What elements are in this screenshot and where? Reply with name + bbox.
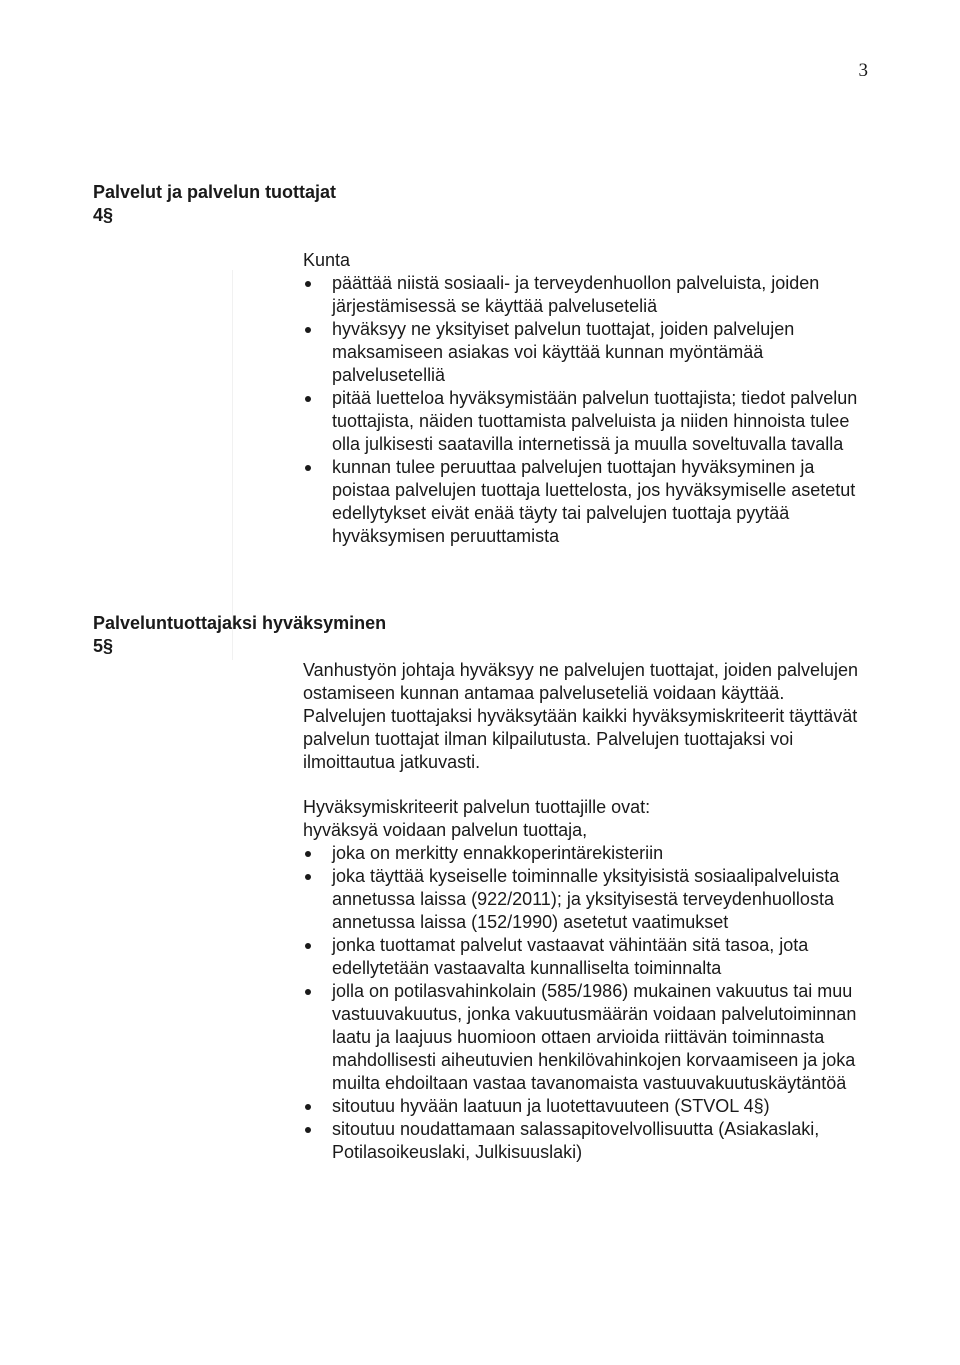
- list-item-text: pitää luetteloa hyväksymistään palvelun tuottajista; tiedot palvelun tuottajista, näiden tuottamista palveluista ja niiden hinnoista tulee olla julkisesti saatavilla internetissä ja muulla soveltuvalla tavalla: [332, 388, 858, 454]
- bullet-icon: [305, 396, 311, 402]
- section-heading-hyvaksyminen: [93, 612, 386, 658]
- list-item-text: sitoutuu hyvään laatuun ja luotettavuuteen (STVOL 4§): [332, 1096, 770, 1116]
- list-item-text: jonka tuottamat palvelut vastaavat vähintään sitä tasoa, jota edellytetään vastaavalta kunnalliselta toiminnalta: [332, 935, 809, 978]
- bullet-icon: [305, 851, 311, 857]
- list-item-text: joka täyttää kyseiselle toiminnalle yksityisistä sosiaalipalveluista annetussa laissa (922/2011); ja yksityisestä terveydenhuollosta annetussa laissa (152/1990) asetetut vaatimukset: [332, 866, 840, 932]
- criteria-title: Hyväksymiskriteerit palvelun tuottajille ovat:: [303, 797, 651, 817]
- section-heading-palvelut: [93, 181, 336, 227]
- list-item-text: jolla on potilasvahinkolain (585/1986) mukainen vakuutus tai muu vastuuvakuutus, jonka vakuutusmäärän voidaan palvelutoiminnan laatu ja laajuus huomioon ottaen arvioida riittävän toiminnasta mahdollisesti aiheutuvien henkilövahinkojen korvaamiseen ja joka muilta ehdoiltaan vastaa tavanomaista vastuuvakuutuskäytäntöä: [332, 981, 857, 1093]
- list-item: [303, 387, 868, 456]
- section-body-hyvaksyminen: [303, 659, 868, 774]
- page-number: 3: [858, 60, 868, 81]
- list-item-text: kunnan tulee peruuttaa palvelujen tuottajan hyväksyminen ja poistaa palvelujen tuottaja luettelosta, jos hyväksymiselle asetetut edellytykset eivät enää täyty tai palvelujen tuottaja pyytää hyväksymisen peruuttamista: [332, 457, 856, 546]
- criteria-lead: hyväksyä voidaan palvelun tuottaja,: [303, 820, 588, 840]
- list-item: [303, 456, 868, 548]
- list-item: [303, 865, 868, 934]
- intro-paragraph: Vanhustyön johtaja hyväksyy ne palvelujen tuottajat, joiden palvelujen ostamiseen kunnan antamaa palveluseteliä voidaan käyttää. Palvelujen tuottajaksi hyväksytään kaikki hyväksymiskriteerit täyttävät palvelun tuottajat ilman kilpailutusta. Palvelujen tuottajaksi voi ilmoittautua jatkuvasti.: [303, 660, 859, 772]
- bullet-icon: [305, 943, 311, 949]
- bullet-icon: [305, 465, 311, 471]
- section-body-palvelut: [303, 249, 868, 548]
- criteria-block: [303, 796, 868, 1164]
- section-paragraph-number: 5§: [93, 636, 114, 656]
- list-item-text: joka on merkitty ennakkoperintärekisteriin: [332, 843, 664, 863]
- section-paragraph-number: 4§: [93, 205, 114, 225]
- bullet-icon: [305, 1104, 311, 1110]
- intro-text: Kunta: [303, 250, 351, 270]
- list-item: [303, 842, 868, 865]
- bullet-icon: [305, 989, 311, 995]
- section-title: Palvelut ja palvelun tuottajat: [93, 182, 337, 202]
- bullet-icon: [305, 327, 311, 333]
- list-item: [303, 1095, 868, 1118]
- list-item: [303, 272, 868, 318]
- section-title: Palveluntuottajaksi hyväksyminen: [93, 613, 387, 633]
- list-item: [303, 1118, 868, 1164]
- criteria-list: [303, 842, 868, 1164]
- list-item-text: hyväksyy ne yksityiset palvelun tuottajat, joiden palvelujen maksamiseen asiakas voi käyttää kunnan myöntämää palvelusetelliä: [332, 319, 795, 385]
- scan-artifact-line: [232, 270, 233, 660]
- list-item: [303, 934, 868, 980]
- bullet-icon: [305, 281, 311, 287]
- list-item: [303, 980, 868, 1095]
- list-item-text: päättää niistä sosiaali- ja terveydenhuollon palveluista, joiden järjestämisessä se käyttää palveluseteliä: [332, 273, 820, 316]
- bullet-list: [303, 272, 868, 548]
- list-item-text: sitoutuu noudattamaan salassapitovelvollisuutta (Asiakaslaki, Potilasoikeuslaki, Julkisuuslaki): [332, 1119, 820, 1162]
- list-item: [303, 318, 868, 387]
- bullet-icon: [305, 1127, 311, 1133]
- bullet-icon: [305, 874, 311, 880]
